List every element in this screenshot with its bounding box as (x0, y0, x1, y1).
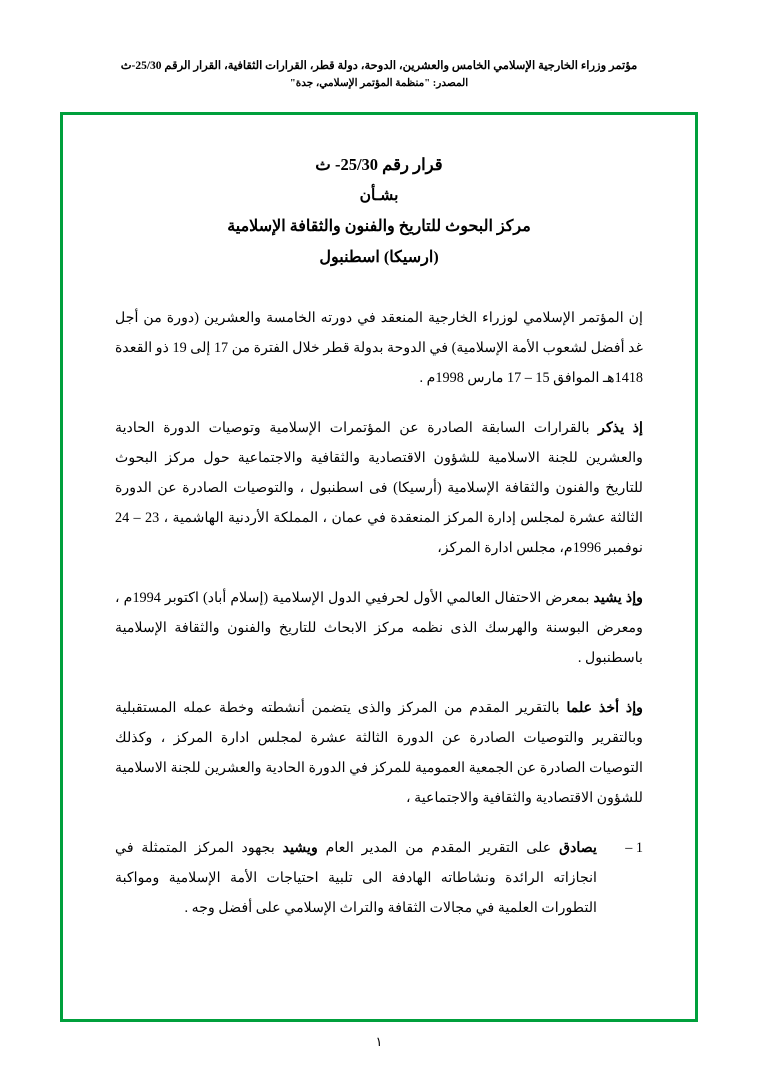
paragraph-recalling-text: بالقرارات السابقة الصادرة عن المؤتمرات الإسلامية وتوصيات الدورة الحادية والعشرين للجنة الاسلامية للشؤون الاقتصادية والثقافية والاجتماعية حول مركز البحوث للتاريخ والفنون والثقافة الإسلامية (أرسيكا) فى اسطنبول ، والتوصيات الصادرة عن الدورة الثالثة عشرة لمجلس إدارة المركز المنعقدة في عمان ، المملكة الأردنية الهاشمية ، 23 – 24 نوفمبر 1996م، مجلس ادارة المركز، (115, 420, 643, 556)
keyword-noting: وإذ أخذ علما (566, 700, 644, 716)
resolution-content (63, 115, 695, 957)
keyword-endorses: يصادق (559, 840, 598, 856)
clause-1-text-part-2: بجهود المركز المتمثلة في انجازاته الرائدة ونشاطاته الهادفة الى تلبية احتياجات الأمة الإسلامية ومواكبة التطورات العلمية في مجالات الثقافة والتراث الإسلامي على أفضل وجه . (115, 840, 597, 916)
paragraph-commending (115, 583, 643, 673)
resolution-frame (60, 112, 698, 1022)
page-number: ١ (375, 1034, 383, 1049)
clause-1-number: 1 – (625, 840, 643, 856)
resolution-number: قرار رقم 25/30- ث (315, 155, 443, 174)
paragraph-recalling (115, 413, 643, 563)
paragraph-noting (115, 693, 643, 813)
paragraph-preamble: إن المؤتمر الإسلامي لوزراء الخارجية المنعقد في دورته الخامسة والعشرين (دورة من أجل غد أفضل لشعوب الأمة الإسلامية) في الدوحة بدولة قطر خلال الفترة من 17 إلى 19 ذو القعدة 1418هـ الموافق 15 – 17 مارس 1998م . (115, 310, 643, 386)
paragraph-noting-text: بالتقرير المقدم من المركز والذى يتضمن أنشطته وخطة عمله المستقبلية وبالتقرير والتوصيات الصادرة عن الدورة الثالثة عشرة لمجلس ادارة المركز ، وكذلك التوصيات الصادرة عن الجمعية العمومية للمركز في الدورة الحادية والعشرين للجنة الاسلامية للشؤون الاقتصادية والثقافية والاجتماعية ، (115, 700, 643, 806)
keyword-recalling: إذ يذكر (598, 420, 643, 436)
document-header (0, 58, 758, 92)
resolution-title-line-2: (ارسيكا) اسطنبول (319, 249, 439, 266)
header-line-conference: مؤتمر وزراء الخارجية الإسلامي الخامس والعشرين، الدوحة، دولة قطر، القرارات الثقافية، القرار الرقم 25/30-ث (120, 60, 638, 72)
keyword-commending: وإذ يشيد (593, 590, 643, 606)
resolution-subject-label: بشـأن (359, 187, 399, 204)
clause-1 (115, 833, 643, 923)
keyword-commends: ويشيد (282, 840, 318, 856)
paragraph-commending-text: بمعرض الاحتفال العالمي الأول لحرفيي الدول الإسلامية (إسلام أباد) اكتوبر 1994م ، ومعرض البوسنة والهرسك الذى نظمه مركز الابحاث للتاريخ والفنون والثقافة الإسلامية باسطنبول . (115, 590, 643, 666)
header-line-source: المصدر: "منظمة المؤتمر الإسلامي، جدة" (289, 78, 469, 89)
resolution-title-line-1: مركز البحوث للتاريخ والفنون والثقافة الإسلامية (227, 218, 531, 235)
clause-1-body (115, 833, 597, 923)
resolution-title-block (115, 149, 643, 273)
clause-1-text-part-1: على التقرير المقدم من المدير العام (325, 840, 552, 856)
